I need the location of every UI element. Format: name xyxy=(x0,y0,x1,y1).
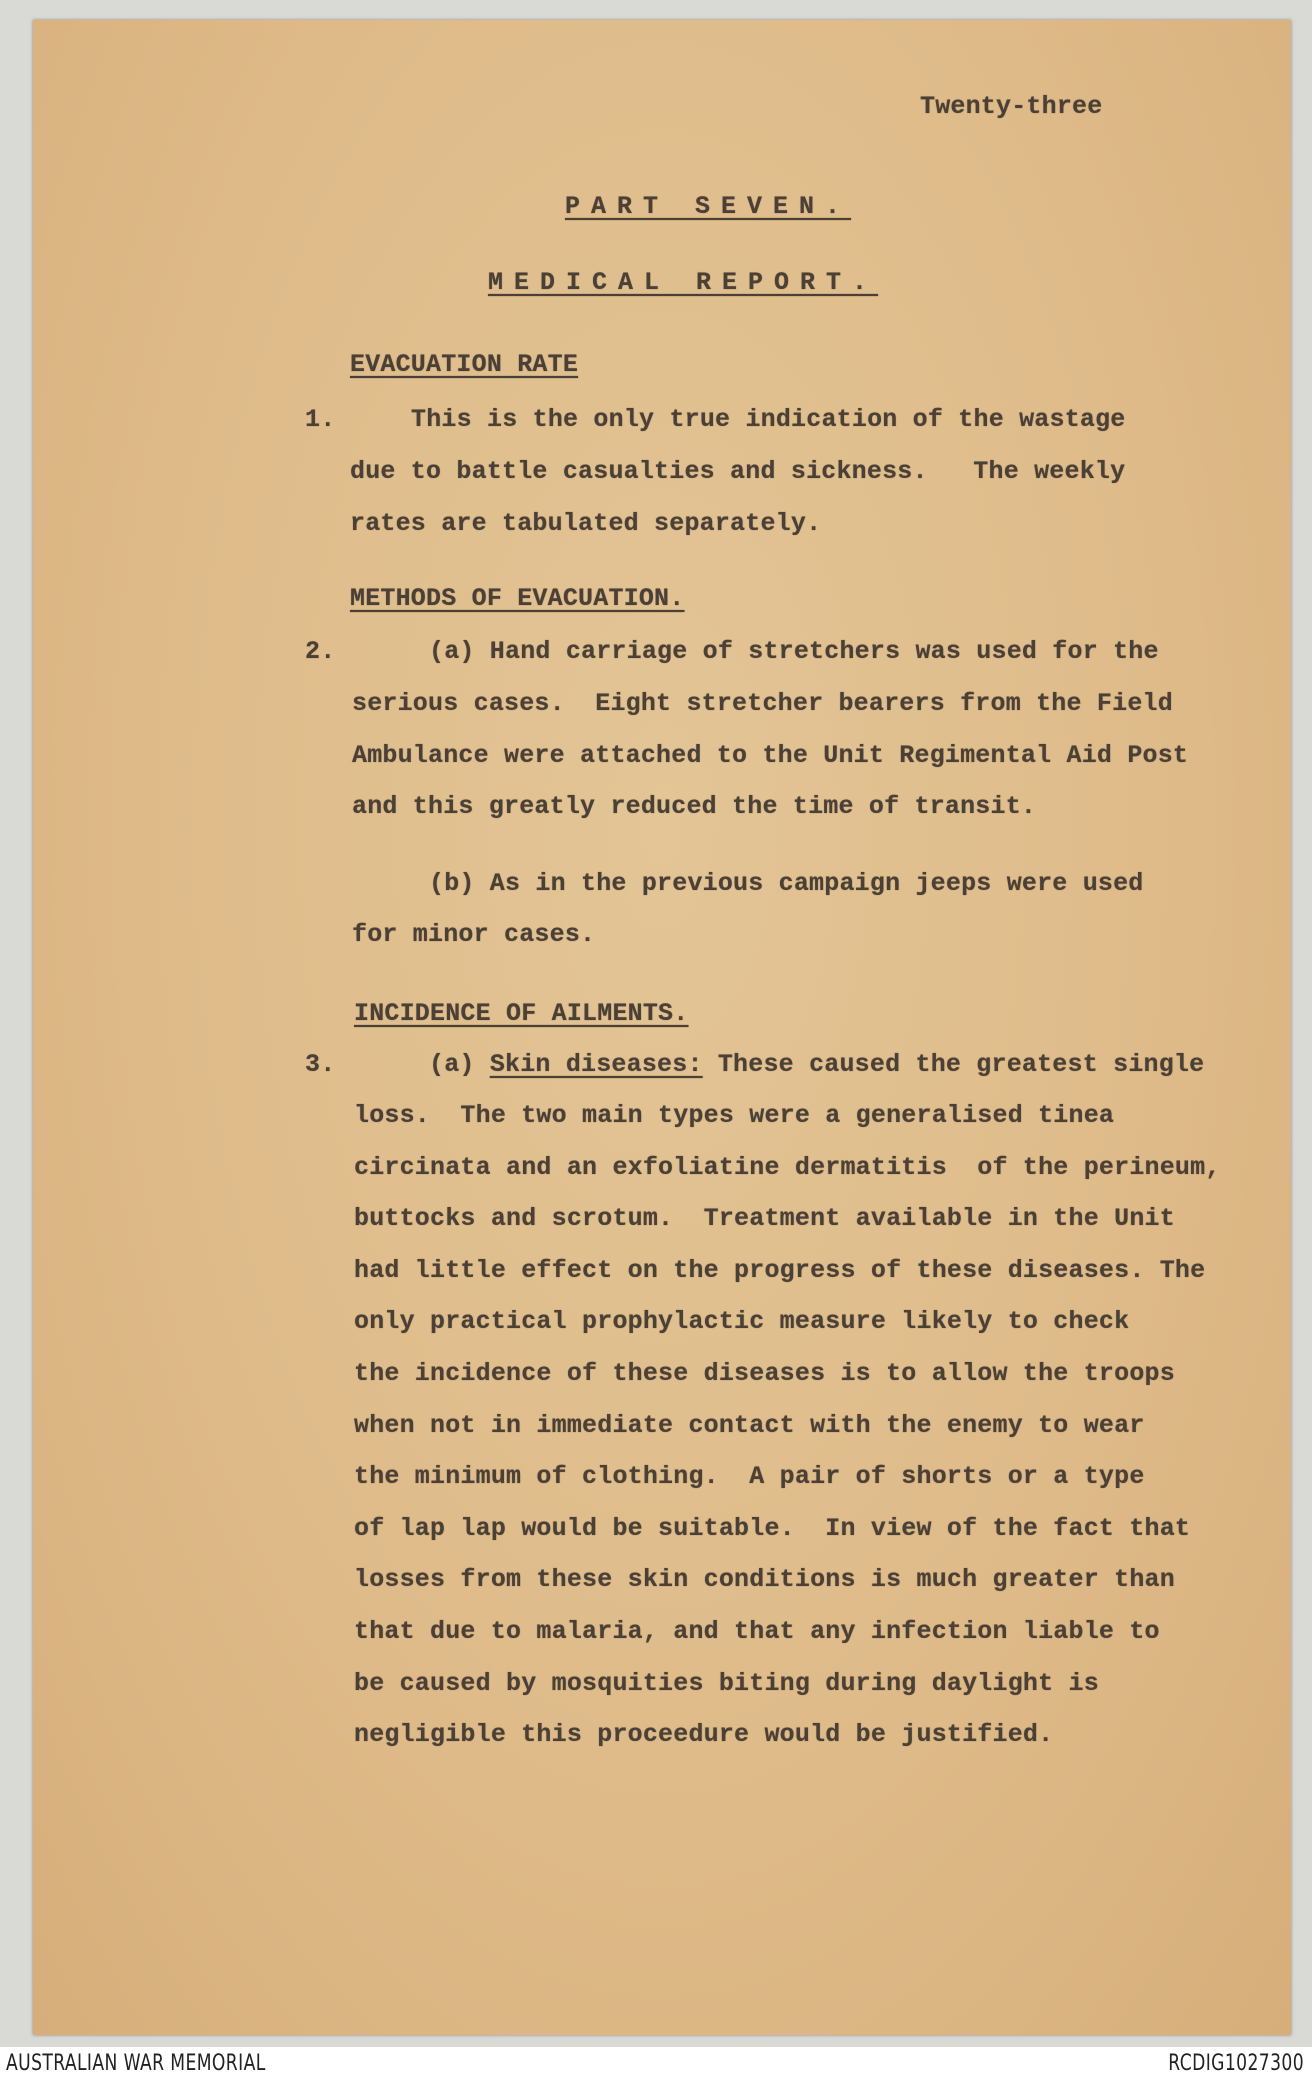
text-line: serious cases. Eight stretcher bearers from the Field xyxy=(352,689,1173,718)
text-line: and this greatly reduced the time of transit. xyxy=(352,792,1037,821)
text-line: (b) As in the previous campaign jeeps were used xyxy=(429,869,1144,898)
section-heading: METHODS OF EVACUATION. xyxy=(350,584,685,613)
text-line: that due to malaria, and that any infection liable to xyxy=(354,1617,1160,1646)
page-label: Twenty-three xyxy=(920,92,1103,121)
text-line: negligible this proceedure would be justified. xyxy=(354,1720,1054,1750)
text-line: had little effect on the progress of these diseases. The xyxy=(354,1255,1206,1285)
text-fragment: These caused the greatest single xyxy=(702,1050,1205,1079)
text-line: due to battle casualties and sickness. The weekly xyxy=(350,457,1126,486)
text-line: for minor cases. xyxy=(352,920,596,949)
text-line: This is the only true indication of the wastage xyxy=(411,405,1126,434)
report-title: MEDICAL REPORT. xyxy=(488,268,879,297)
text-line: the incidence of these diseases is to allow the troops xyxy=(354,1359,1175,1388)
text-line: Ambulance were attached to the Unit Regimental Aid Post xyxy=(352,741,1189,770)
text-line: only practical prophylactic measure likely to check xyxy=(354,1307,1130,1337)
text-line: the minimum of clothing. A pair of shorts or a type xyxy=(354,1462,1145,1492)
section-heading: EVACUATION RATE xyxy=(350,350,579,379)
text-line xyxy=(429,1050,1204,1079)
text-line: (a) Hand carriage of stretchers was used for the xyxy=(429,637,1159,666)
text-line: buttocks and scrotum. Treatment available in the Unit xyxy=(354,1204,1175,1234)
text-line: be caused by mosquities biting during daylight is xyxy=(354,1668,1099,1698)
footer-id: RCDIG1027300 xyxy=(1168,2051,1304,2076)
paragraph-number: 2. xyxy=(305,637,336,666)
paragraph-number: 1. xyxy=(305,405,336,434)
text-line: loss. The two main types were a generalised tinea xyxy=(354,1101,1115,1130)
footer-bar xyxy=(0,2047,1312,2082)
section-heading: INCIDENCE OF AILMENTS. xyxy=(354,999,689,1028)
part-title: PART SEVEN. xyxy=(565,192,852,221)
item-prefix: (a) xyxy=(429,1050,490,1079)
text-line: rates are tabulated separately. xyxy=(350,509,822,538)
footer-source: AUSTRALIAN WAR MEMORIAL xyxy=(6,2051,266,2076)
text-line: when not in immediate contact with the enemy to wear xyxy=(354,1410,1145,1440)
text-line: circinata and an exfoliatine dermatitis of the perineum, xyxy=(354,1152,1221,1182)
subheading-skin-diseases: Skin diseases: xyxy=(489,1050,703,1079)
paragraph-number: 3. xyxy=(305,1050,336,1079)
text-line: of lap lap would be suitable. In view of the fact that xyxy=(354,1513,1191,1543)
text-line: losses from these skin conditions is much greater than xyxy=(354,1565,1175,1595)
